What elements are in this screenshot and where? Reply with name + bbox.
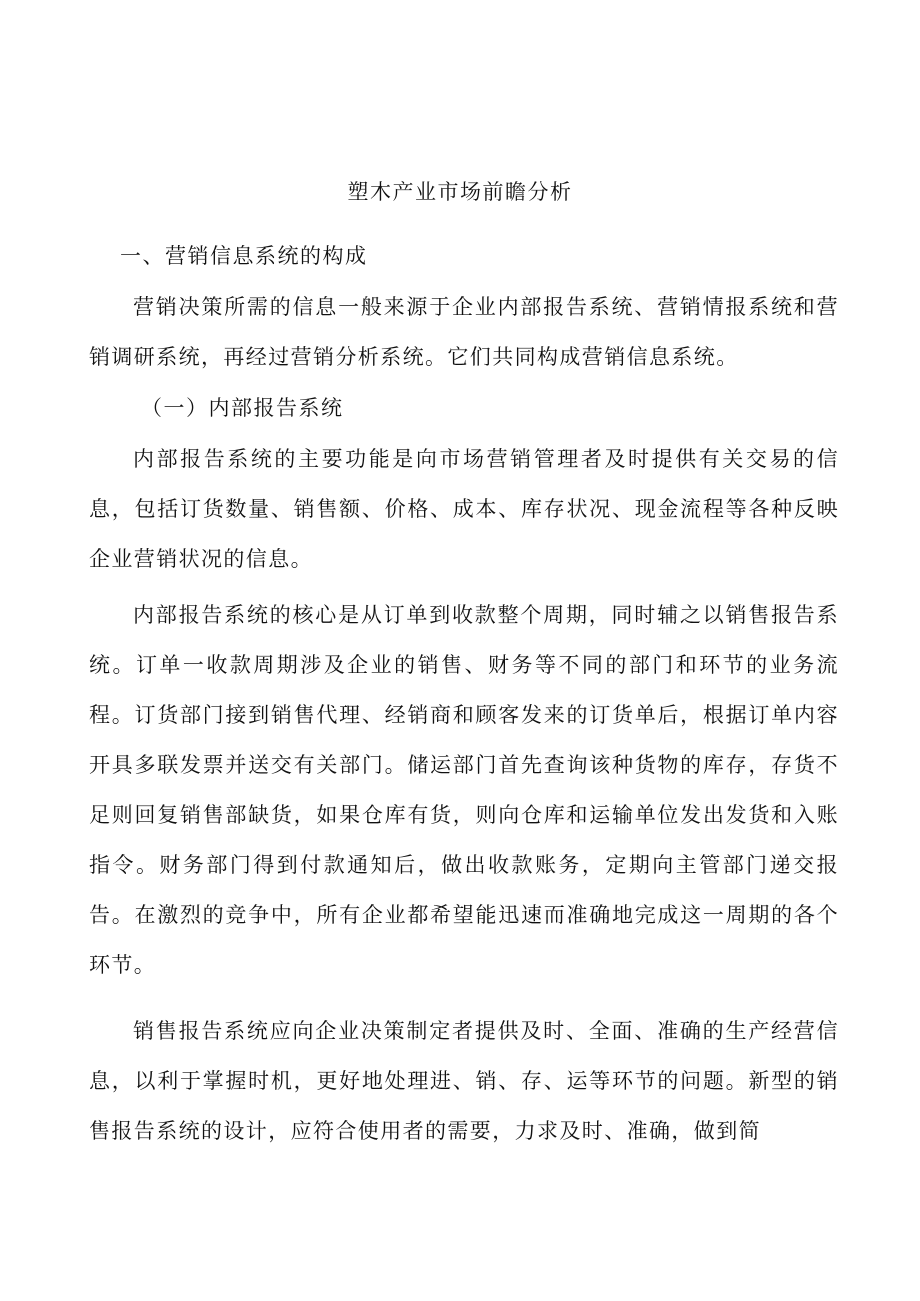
paragraph-internal-report-function: 内部报告系统的主要功能是向市场营销管理者及时提供有关交易的信息，包括订货数量、销售额、价格、成本、库存状况、现金流程等各种反映企业营销状况的信息。 — [89, 447, 839, 571]
document-title: 塑木产业市场前瞻分析 — [347, 180, 573, 204]
subsection-heading-internal-report-system: （一）内部报告系统 — [141, 396, 344, 420]
paragraph-order-cycle: 内部报告系统的核心是从订单到收款整个周期，同时辅之以销售报告系统。订单一收款周期涉及企业的销售、财务等不同的部门和环节的业务流程。订货部门接到销售代理、经销商和顾客发来的订货单后，根据订单内容开具多联发票并送交有关部门。储运部门首先查询该种货物的库存，存货不足则回复销售部缺货，如果仓库有货，则向仓库和运输单位发出发货和入账指令。财务部门得到付款通知后，做出收款账务，定期向主管部门递交报告。在激烈的竞争中，所有企业都希望能迅速而准确地完成这一周期的各个环节。 — [89, 603, 839, 977]
section-heading-marketing-info-system: 一、营销信息系统的构成 — [120, 244, 368, 268]
paragraph-sales-report-system: 销售报告系统应向企业决策制定者提供及时、全面、准确的生产经营信息，以利于掌握时机，更好地处理进、销、存、运等环节的问题。新型的销售报告系统的设计，应符合使用者的需要，力求及时、准确，做到简 — [89, 1019, 839, 1143]
paragraph-info-sources: 营销决策所需的信息一般来源于企业内部报告系统、营销情报系统和营销调研系统，再经过营销分析系统。它们共同构成营销信息系统。 — [89, 295, 839, 369]
